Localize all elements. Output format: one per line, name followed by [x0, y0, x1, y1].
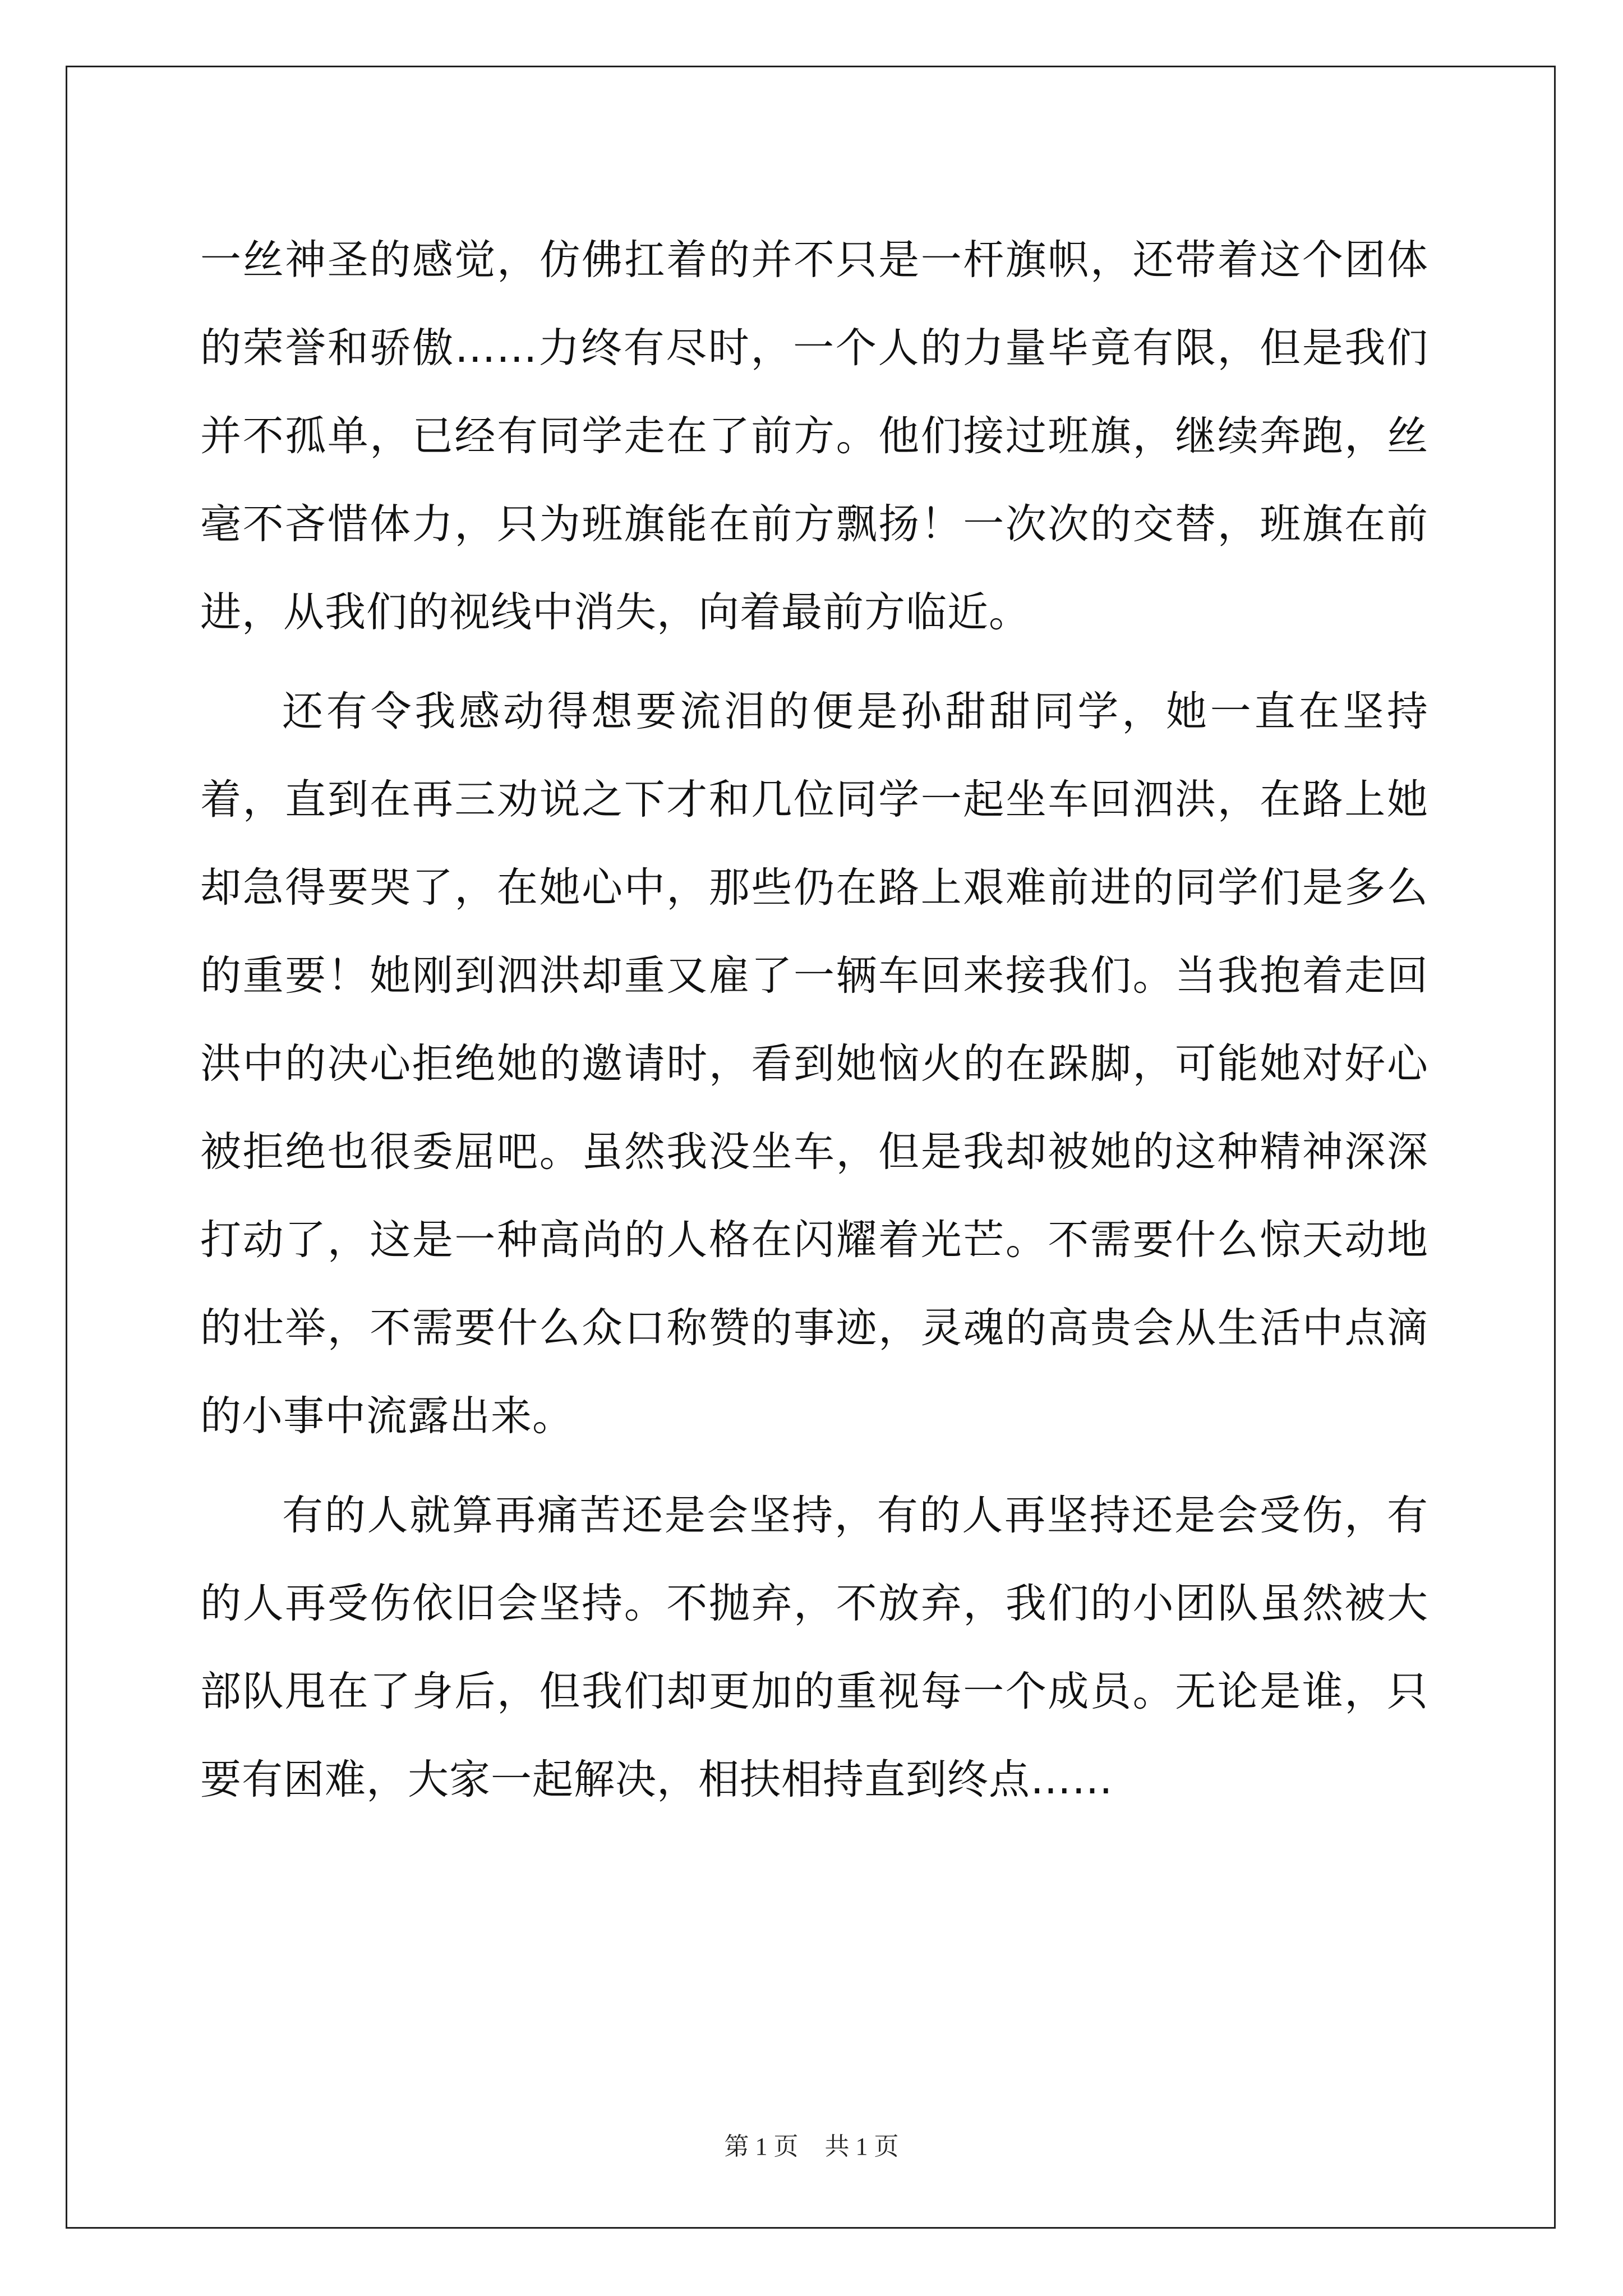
paragraph-2: 还有令我感动得想要流泪的便是孙甜甜同学，她一直在坚持着，直到在再三劝说之下才和几位同学一起坐车回泗洪，在路上她却急得要哭了，在她心中，那些仍在路上艰难前进的同学们是多么的重要！她刚到泗洪却重又雇了一辆车回来接我们。当我抱着走回洪中的决心拒绝她的邀请时，看到她恼火的在跺脚，可能她对好心被拒绝也很委屈吧。虽然我没坐车，但是我却被她的这种精神深深打动了，这是一种高尚的人格在闪耀着光芒。不需要什么惊天动地的壮举，不需要什么众口称赞的事迹，灵魂的高贵会从生活中点滴的小事中流露出来。: [200, 688, 1428, 1440]
page-number: 第 1 页: [724, 2133, 799, 2160]
page-total: 共 1 页: [824, 2133, 899, 2160]
paragraph-3: 有的人就算再痛苦还是会坚持，有的人再坚持还是会受伤，有的人再受伤依旧会坚持。不抛弃，不放弃，我们的小团队虽然被大部队甩在了身后，但我们却更加的重视每一个成员。无论是谁，只要有困难，大家一起解决，相扶相持直到终点……: [200, 1492, 1428, 1803]
page-footer: [0, 2126, 1623, 2162]
document-body: [200, 216, 1428, 1835]
paragraph-1: 一丝神圣的感觉，仿佛扛着的并不只是一杆旗帜，还带着这个团体的荣誉和骄傲……力终有尽时，一个人的力量毕竟有限，但是我们并不孤单，已经有同学走在了前方。他们接过班旗，继续奔跑，丝毫不吝惜体力，只为班旗能在前方飘扬！一次次的交替，班旗在前进，从我们的视线中消失，向着最前方临近。: [200, 236, 1428, 636]
